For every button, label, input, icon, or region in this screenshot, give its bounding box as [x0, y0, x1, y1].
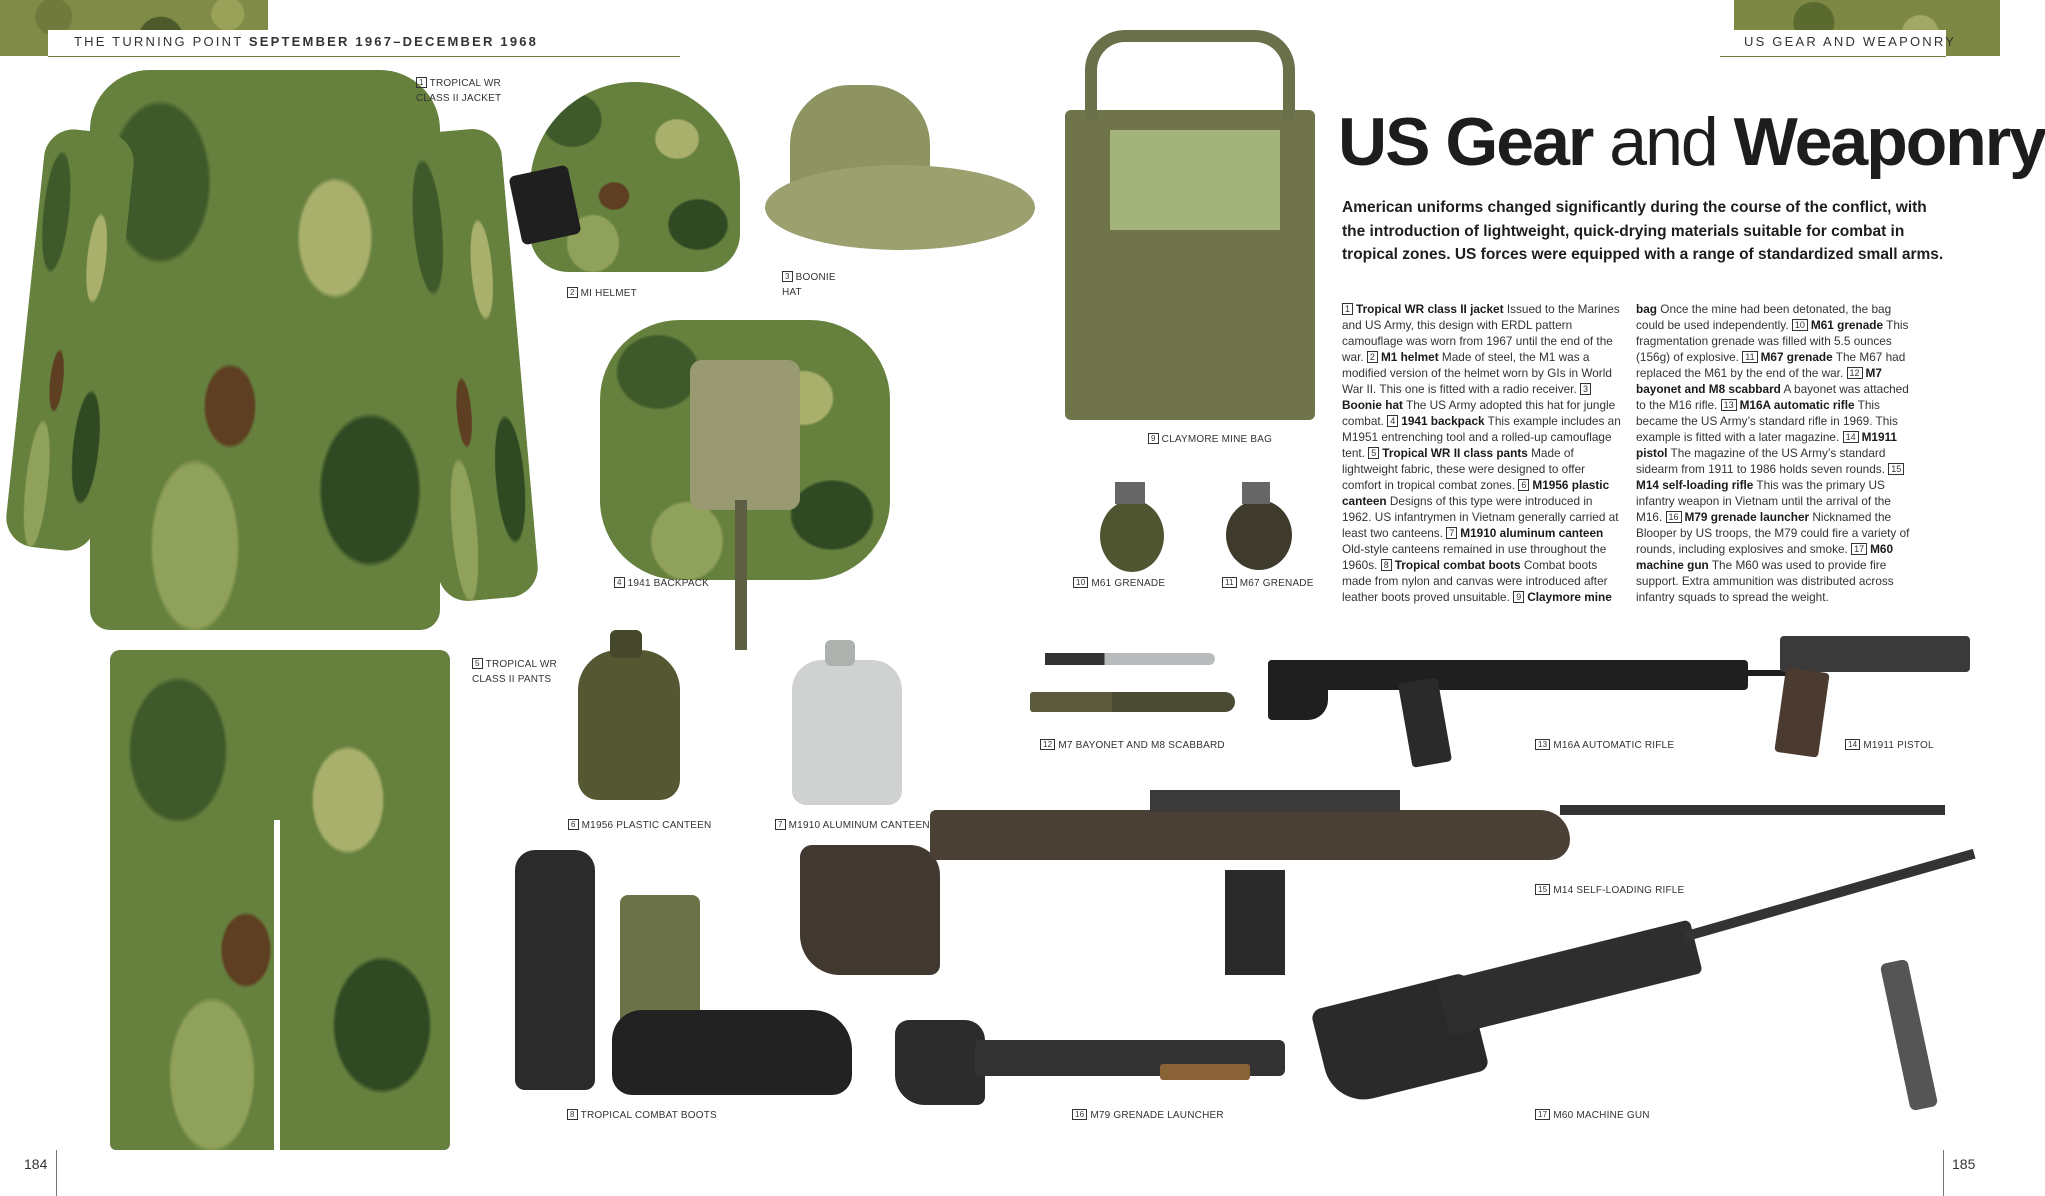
m16a-rifle-image: [1268, 660, 1748, 690]
entry-number: 8: [1381, 559, 1392, 571]
caption-claymore-bag: [1148, 432, 1272, 447]
m14-rifle-image: [930, 810, 1570, 860]
m14-rifle-stock: [800, 845, 940, 975]
title-part-3: Weaponry: [1733, 104, 2045, 180]
caption-number: 16: [1072, 1109, 1087, 1120]
entry-number: 7: [1446, 527, 1457, 539]
entry-text: This became the US Army’s standard rifle in 1969. This example is fitted with a later magazine.: [1636, 398, 1898, 444]
caption-number: 8: [567, 1109, 578, 1120]
boot-right-sole: [612, 1010, 852, 1095]
entry-number: 2: [1367, 351, 1378, 363]
caption-line-1: TROPICAL WR: [485, 659, 557, 670]
entry-name: M79 grenade launcher: [1684, 510, 1810, 524]
caption-text: M14 SELF-LOADING RIFLE: [1553, 885, 1685, 896]
entry-name: Tropical combat boots: [1394, 558, 1521, 572]
m61-grenade-image: [1100, 500, 1164, 572]
entry-text: This example includes an M1951 entrenching tool and a rolled-up camouflage tent.: [1342, 414, 1621, 460]
m1956-canteen-image: [578, 650, 680, 800]
entry-name: M67 grenade: [1760, 350, 1833, 364]
page-title: [1338, 103, 2045, 181]
entry-name: M1910 aluminum canteen: [1460, 526, 1604, 540]
entry-text: This fragmentation grenade was filled with 5.5 ounces (156g) of explosive.: [1636, 318, 1909, 364]
entry-number: 11: [1742, 351, 1757, 363]
caption-text: M1956 PLASTIC CANTEEN: [581, 820, 712, 831]
m1911-pistol-grip: [1774, 667, 1829, 757]
m16a-rifle-stock: [1268, 660, 1328, 720]
entry-text: Designs of this type were introduced in 1962. US infantrymen in Vietnam generally carried at least two canteens.: [1342, 494, 1619, 540]
header-rule-left: [48, 56, 680, 57]
entry-name: M1 helmet: [1380, 350, 1439, 364]
m67-grenade-fuse: [1242, 482, 1270, 504]
body-column-1: [1342, 301, 1622, 605]
caption-tropical-jacket: [416, 76, 501, 106]
entry-name: M60 machine gun: [1636, 542, 1894, 572]
boonie-hat-brim: [765, 165, 1035, 250]
caption-line-1: TROPICAL WR: [429, 78, 501, 89]
caption-m14-rifle: [1535, 883, 1684, 898]
caption-boonie-hat: [782, 270, 836, 300]
tropical-jacket-image: [90, 70, 440, 630]
body-column-2: [1636, 301, 1916, 605]
caption-number: 17: [1535, 1109, 1550, 1120]
entry-name: M1911 pistol: [1636, 430, 1897, 460]
header-rule-right: [1720, 56, 1946, 57]
entry-number: 16: [1666, 511, 1682, 523]
entry-number: 6: [1518, 479, 1529, 491]
entry-name: Boonie hat: [1342, 398, 1403, 412]
caption-m16a-rifle: [1535, 738, 1674, 753]
entry-number: 10: [1792, 319, 1808, 331]
caption-m79-launcher: [1072, 1108, 1224, 1123]
caption-m1956-canteen: [568, 818, 711, 833]
caption-number: 5: [472, 658, 483, 669]
caption-1941-backpack: [614, 576, 709, 591]
entry-9: [1513, 590, 1612, 604]
caption-line-2: CLASS II PANTS: [472, 674, 552, 685]
caption-text: M67 GRENADE: [1239, 578, 1314, 589]
m1956-canteen-cap: [610, 630, 642, 658]
entry-number: 4: [1387, 415, 1398, 427]
page-margin-rule-right: [1943, 1150, 1944, 1196]
m67-grenade-image: [1226, 500, 1292, 570]
page-number-right: 185: [1952, 1156, 1976, 1172]
entry-name: Tropical WR class II jacket: [1356, 302, 1504, 316]
m79-launcher-foregrip: [1160, 1064, 1250, 1080]
caption-number: 9: [1148, 433, 1159, 444]
entry-number: 12: [1847, 367, 1863, 379]
entry-text: Old-style canteens remained in use throughout the 1960s.: [1342, 542, 1607, 572]
caption-text: M7 BAYONET AND M8 SCABBARD: [1058, 740, 1225, 751]
caption-number: 3: [782, 271, 793, 282]
title-part-2: and: [1592, 104, 1734, 180]
caption-text: M60 MACHINE GUN: [1553, 1110, 1650, 1121]
m1910-canteen-image: [792, 660, 902, 805]
m60-machine-gun-image: [1437, 919, 1703, 1035]
caption-number: 13: [1535, 739, 1550, 750]
backpack-pouch: [690, 360, 800, 510]
m14-rifle-receiver: [1150, 790, 1400, 812]
running-head-right: US GEAR AND WEAPONRY: [1744, 34, 1957, 49]
running-head-left: [74, 34, 538, 49]
page-margin-rule-left: [56, 1150, 57, 1196]
entry-name: 1941 backpack: [1401, 414, 1485, 428]
entry-text: A bayonet was attached to the M16 rifle.: [1636, 382, 1909, 412]
entry-number: 1: [1342, 303, 1353, 315]
entry-name: M7 bayonet and M8 scabbard: [1636, 366, 1882, 396]
caption-m1-helmet: [567, 286, 637, 301]
caption-m61-grenade: [1073, 576, 1165, 591]
caption-text: M79 GRENADE LAUNCHER: [1090, 1110, 1224, 1121]
caption-number: 14: [1845, 739, 1860, 750]
running-head-dates: SEPTEMBER 1967–DECEMBER 1968: [248, 34, 539, 49]
caption-number: 15: [1535, 884, 1550, 895]
caption-text: 1941 BACKPACK: [627, 578, 710, 589]
entry-number: 15: [1888, 463, 1904, 475]
caption-m1910-canteen: [775, 818, 930, 833]
m1910-canteen-cap: [825, 640, 855, 666]
entry-number: 17: [1851, 543, 1867, 555]
title-part-1: US Gear: [1338, 104, 1593, 180]
entry-text: Issued to the Marines and US Army, this design with ERDL pattern camouflage was worn from 1967 until the end of the war.: [1342, 302, 1620, 364]
caption-text: M1911 PISTOL: [1863, 740, 1934, 751]
entry-text: The M60 was used to provide fire support. Extra ammunition was distributed across infantry squads to spread the weight.: [1636, 558, 1894, 604]
m7-bayonet-image: [1045, 653, 1215, 665]
caption-text: M1910 ALUMINUM CANTEEN: [788, 820, 930, 831]
m14-rifle-barrel: [1560, 805, 1945, 815]
entry-text: Made of lightweight fabric, these were designed to offer comfort in tropical combat zones.: [1342, 446, 1586, 492]
caption-number: 10: [1073, 577, 1088, 588]
entry-number: 3: [1580, 383, 1591, 395]
running-head-section: THE TURNING POINT: [74, 34, 244, 49]
m60-bipod: [1880, 959, 1939, 1112]
entry-text: Once the mine had been detonated, the bag could be used independently.: [1636, 302, 1892, 332]
entry-name: Claymore mine: [1527, 590, 1612, 604]
caption-number: 7: [775, 819, 786, 830]
caption-m1911-pistol: [1845, 738, 1934, 753]
caption-text: MI HELMET: [580, 288, 637, 299]
caption-number: 12: [1040, 739, 1055, 750]
entry-number: 13: [1721, 399, 1737, 411]
m14-rifle-magazine: [1225, 870, 1285, 975]
caption-number: 6: [568, 819, 579, 830]
entrenching-tool-handle: [735, 500, 747, 650]
m16a-rifle-magazine: [1398, 677, 1452, 768]
m79-launcher-stock: [895, 1020, 985, 1105]
caption-text: CLAYMORE MINE BAG: [1161, 434, 1273, 445]
entry-number: 9: [1513, 591, 1524, 603]
caption-tropical-pants: [472, 657, 557, 687]
m61-grenade-fuse: [1115, 482, 1145, 504]
entry-2: [1342, 350, 1612, 396]
entry-name: M61 grenade: [1810, 318, 1884, 332]
entry-name: M16A automatic rifle: [1739, 398, 1855, 412]
claymore-bag-strap: [1085, 30, 1295, 120]
entry-text: The US Army adopted this hat for jungle combat.: [1342, 398, 1616, 428]
caption-line-2: HAT: [782, 287, 802, 298]
entry-text: The magazine of the US Army’s standard sidearm from 1911 to 1986 holds seven rounds.: [1636, 446, 1886, 476]
caption-text: M16A AUTOMATIC RIFLE: [1553, 740, 1675, 751]
entry-name: M1956 plastic canteen: [1342, 478, 1610, 508]
boot-left-image: [515, 850, 595, 1090]
caption-number: 2: [567, 287, 578, 298]
caption-text: M61 GRENADE: [1091, 578, 1166, 589]
entry-text: Nicknamed the Blooper by US troops, the M79 could fire a variety of rounds, including explosives and smoke.: [1636, 510, 1910, 556]
m60-machine-gun-barrel: [1684, 849, 1975, 941]
entry-name: M14 self-loading rifle: [1636, 478, 1754, 492]
caption-m60-machine-gun: [1535, 1108, 1650, 1123]
entry-text: Made of steel, the M1 was a modified version of the helmet worn by GIs in World War II. This one is fitted with a radio receiver.: [1342, 350, 1612, 396]
intro-paragraph: American uniforms changed significantly during the course of the conflict, with the introduction of lightweight, quick-drying materials suitable for combat in tropical zones. US forces were equipped with a range of standardized small arms.: [1342, 199, 1944, 263]
entry-text: Combat boots made from nylon and canvas were introduced after leather boots proved unsuitable.: [1342, 558, 1608, 604]
page-number-left: 184: [24, 1156, 48, 1172]
claymore-bag-instruction-panel: [1110, 130, 1280, 230]
caption-bayonet-scabbard: [1040, 738, 1225, 753]
caption-line-1: BOONIE: [795, 272, 836, 283]
entry-text: This was the primary US infantry weapon in Vietnam until the arrival of the M16.: [1636, 478, 1891, 524]
entry-9-name-tail: bag: [1636, 302, 1657, 316]
caption-number: 1: [416, 77, 427, 88]
entry-name: Tropical WR II class pants: [1382, 446, 1528, 460]
pants-leg-gap: [274, 820, 280, 1150]
entry-text: The M67 had replaced the M61 by the end of the war.: [1636, 350, 1906, 380]
entry-number: 5: [1368, 447, 1379, 459]
caption-number: 11: [1222, 577, 1237, 588]
m1911-pistol-image: [1780, 636, 1970, 672]
caption-m67-grenade: [1222, 576, 1314, 591]
caption-number: 4: [614, 577, 625, 588]
entry-number: 14: [1843, 431, 1859, 443]
caption-line-2: CLASS II JACKET: [416, 93, 502, 104]
m8-scabbard-image: [1030, 692, 1235, 712]
caption-text: TROPICAL COMBAT BOOTS: [580, 1110, 717, 1121]
caption-tropical-boots: [567, 1108, 717, 1123]
tropical-pants-image: [110, 650, 450, 1150]
